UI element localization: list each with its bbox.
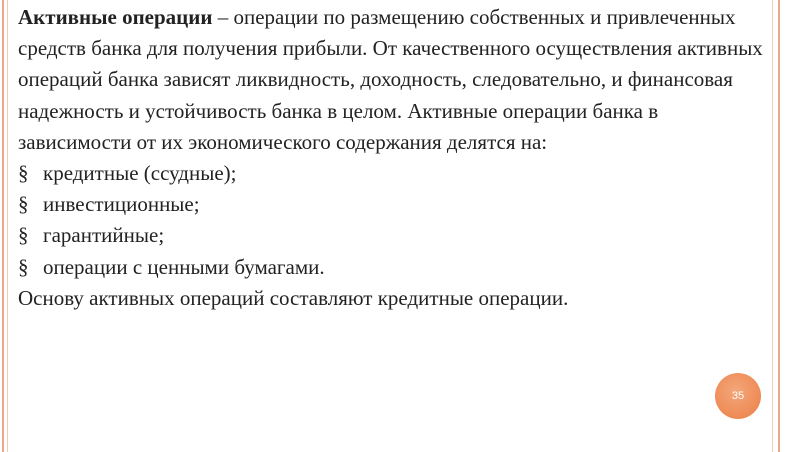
list-item-label: гарантийные;	[43, 223, 165, 248]
section-sign-bullet-icon: §	[18, 161, 29, 186]
list-item	[18, 220, 770, 251]
slide-content	[18, 2, 770, 314]
operations-list	[18, 158, 770, 283]
section-sign-bullet-icon: §	[18, 192, 29, 217]
list-item-label: операции с ценными бумагами.	[43, 254, 325, 279]
conclusion-paragraph: Основу активных операций составляют кредитные операции.	[18, 285, 569, 310]
list-item-label: инвестиционные;	[43, 192, 200, 217]
intro-term: Активные операции	[18, 5, 213, 29]
page-number-badge	[715, 373, 761, 419]
section-sign-bullet-icon: §	[18, 223, 29, 248]
page-number: 35	[731, 390, 745, 402]
section-sign-bullet-icon: §	[18, 254, 29, 279]
list-item	[18, 158, 770, 189]
intro-text: – операции по размещению собственных и привлеченных средств банка для получения прибыли. От качественного осуществления активных операций банка зависят ликвидность, доходность, следовательно, и финансовая надежность и устойчивость банка в целом. Активные операции банка в зависимости от их экономического содержания делятся на:	[18, 5, 763, 154]
list-item	[18, 189, 770, 220]
intro-paragraph	[18, 2, 770, 158]
list-item	[18, 252, 770, 283]
list-item-label: кредитные (ссудные);	[43, 161, 237, 186]
